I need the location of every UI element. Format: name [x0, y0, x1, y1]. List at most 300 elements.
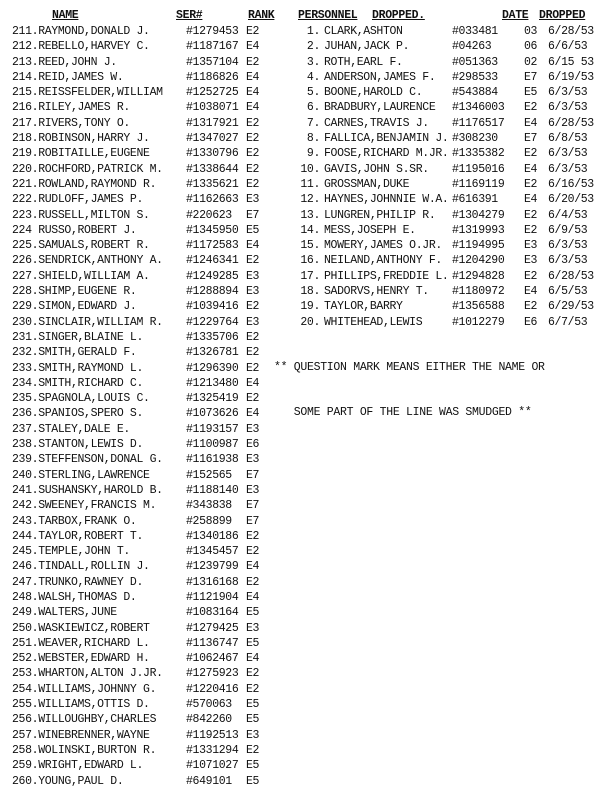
dropped-row	[294, 162, 598, 177]
roster-name: 231.SINGER,BLAINE L.	[12, 330, 144, 344]
roster-name: 242.SWEENEY,FRANCIS M.	[12, 499, 157, 513]
roster-row	[12, 376, 266, 391]
header-dropped: DROPPED.	[372, 9, 425, 22]
roster-rank: E3	[246, 315, 260, 329]
roster-name: 232.SMITH,GERALD F.	[12, 346, 137, 360]
dropped-serial: #1356588	[452, 300, 505, 314]
dropped-serial: #1195016	[452, 162, 505, 176]
roster-serial: #1193157	[186, 422, 239, 436]
dropped-date: 6/28/53	[548, 25, 594, 38]
roster-rank: E3	[246, 285, 260, 299]
roster-rank: E4	[246, 652, 260, 666]
dropped-rank: E6	[524, 315, 538, 329]
roster-rank: E2	[246, 575, 260, 589]
roster-rank: E3	[246, 422, 260, 436]
dropped-number: 6.	[306, 101, 320, 115]
roster-row	[12, 116, 266, 131]
dropped-serial: #298533	[452, 70, 498, 84]
dropped-name: FOOSE,RICHARD M.JR.	[324, 147, 449, 161]
roster-rank: E4	[246, 560, 260, 574]
roster-name: 253.WHARTON,ALTON J.JR.	[12, 667, 163, 681]
roster-name: 220.ROCHFORD,PATRICK M.	[12, 162, 163, 176]
roster-name: 258.WOLINSKI,BURTON R.	[12, 743, 157, 757]
roster-rank: E2	[246, 682, 260, 696]
dropped-row	[294, 284, 598, 299]
roster-name: 246.TINDALL,ROLLIN J.	[12, 560, 150, 574]
header-personnel: PERSONNEL	[298, 9, 358, 22]
roster-rank: E5	[246, 759, 260, 773]
dropped-row	[294, 177, 598, 192]
roster-row	[12, 468, 266, 483]
dropped-rank: E2	[524, 177, 538, 191]
dropped-number: 12.	[300, 193, 320, 207]
roster-serial: #1335621	[186, 177, 239, 191]
roster-row	[12, 391, 266, 406]
roster-name: 211.RAYMOND,DONALD J.	[12, 25, 150, 38]
dropped-date: 6/4/53	[548, 208, 588, 222]
dropped-serial: #033481	[452, 25, 498, 38]
dropped-row	[294, 238, 598, 253]
dropped-date: 6/28/53	[548, 269, 594, 283]
roster-name: 233.SMITH,RAYMOND L.	[12, 361, 144, 375]
roster-serial: #1121904	[186, 590, 239, 604]
roster-serial: #1338644	[186, 162, 239, 176]
roster-name: 257.WINEBRENNER,WAYNE	[12, 728, 150, 742]
dropped-date: 6/28/53	[548, 116, 594, 130]
dropped-row	[294, 24, 598, 39]
roster-name: 221.ROWLAND,RAYMOND R.	[12, 177, 157, 191]
roster-serial: #1213480	[186, 376, 239, 390]
dropped-serial: #1180972	[452, 285, 505, 299]
roster-serial: #1316168	[186, 575, 239, 589]
dropped-date: 6/16/53	[548, 177, 594, 191]
dropped-name: NEILAND,ANTHONY F.	[324, 254, 442, 268]
roster-serial: #570063	[186, 698, 232, 712]
dropped-rank: E4	[524, 116, 538, 130]
dropped-name: BRADBURY,LAURENCE	[324, 101, 436, 115]
roster-serial: #1249285	[186, 269, 239, 283]
dropped-date: 6/7/53	[548, 315, 588, 329]
roster-rank: E2	[246, 667, 260, 681]
header-dropped-2: DROPPED	[539, 9, 586, 22]
dropped-date: 6/20/53	[548, 193, 594, 207]
roster-row	[12, 437, 266, 452]
dropped-serial: #04263	[452, 40, 492, 54]
dropped-rank: E4	[524, 193, 538, 207]
dropped-row	[294, 85, 598, 100]
roster-row	[12, 70, 266, 85]
dropped-rank: 02	[524, 55, 538, 69]
roster-name: 252.WEBSTER,EDWARD H.	[12, 652, 150, 666]
roster-serial: #1220416	[186, 682, 239, 696]
roster-row	[12, 666, 266, 681]
roster-serial: #1073626	[186, 407, 239, 421]
roster-row	[12, 85, 266, 100]
roster-row	[12, 743, 266, 758]
roster-name: 216.RILEY,JAMES R.	[12, 101, 130, 115]
roster-row	[12, 269, 266, 284]
dropped-name: JUHAN,JACK P.	[324, 40, 410, 54]
roster-row	[12, 651, 266, 666]
roster-row	[12, 253, 266, 268]
roster-row	[12, 345, 266, 360]
roster-row	[12, 208, 266, 223]
roster-rank: E5	[246, 713, 260, 727]
roster-row	[12, 498, 266, 513]
roster-serial: #842260	[186, 713, 232, 727]
dropped-number: 9.	[306, 147, 320, 161]
dropped-name: MOWERY,JAMES O.JR.	[324, 239, 442, 253]
dropped-rank: E5	[524, 86, 538, 100]
roster-serial: #1326781	[186, 346, 239, 360]
roster-rank: E5	[246, 223, 260, 237]
dropped-serial: #1319993	[452, 223, 505, 237]
roster-name: 240.STERLING,LAWRENCE	[12, 468, 150, 482]
roster-serial: #1275923	[186, 667, 239, 681]
roster-serial: #1039416	[186, 300, 239, 314]
dropped-serial: #1304279	[452, 208, 505, 222]
roster-rank: E3	[246, 728, 260, 742]
roster-rank: E2	[246, 254, 260, 268]
dropped-serial: #1346003	[452, 101, 505, 115]
roster-serial: #1062467	[186, 652, 239, 666]
dropped-date: 6/8/53	[548, 132, 588, 146]
dropped-name: CARNES,TRAVIS J.	[324, 116, 429, 130]
roster-rank: E6	[246, 438, 260, 452]
roster-name: 248.WALSH,THOMAS D.	[12, 590, 137, 604]
roster-row	[12, 682, 266, 697]
roster-serial: #1331294	[186, 743, 239, 757]
dropped-row	[294, 70, 598, 85]
dropped-name: LUNGREN,PHILIP R.	[324, 208, 436, 222]
roster-row	[12, 697, 266, 712]
dropped-rank: E2	[524, 208, 538, 222]
roster-row	[12, 192, 266, 207]
roster-name: 228.SHIMP,EUGENE R.	[12, 285, 137, 299]
roster-rank: E2	[246, 147, 260, 161]
dropped-date: 6/3/53	[548, 162, 588, 176]
roster-rank: E5	[246, 606, 260, 620]
roster-serial: #343838	[186, 499, 232, 513]
smudge-note	[274, 329, 545, 451]
dropped-row	[294, 299, 598, 314]
dropped-date: 6/15 53	[548, 55, 594, 69]
roster-name: 255.WILLIAMS,OTTIS D.	[12, 698, 150, 712]
roster-rank: E2	[246, 162, 260, 176]
dropped-name: WHITEHEAD,LEWIS	[324, 315, 423, 329]
dropped-serial: #1012279	[452, 315, 505, 329]
dropped-row	[294, 55, 598, 70]
roster-row	[12, 621, 266, 636]
roster-rank: E3	[246, 193, 260, 207]
dropped-rank: E2	[524, 300, 538, 314]
dropped-serial: #616391	[452, 193, 498, 207]
roster-rank: E2	[246, 116, 260, 130]
roster-serial: #1345950	[186, 223, 239, 237]
roster-row	[12, 315, 266, 330]
dropped-date: 6/3/53	[548, 239, 588, 253]
roster-row	[12, 636, 266, 651]
roster-name: 245.TEMPLE,JOHN T.	[12, 545, 130, 559]
roster-row	[12, 774, 266, 789]
roster-rank: E3	[246, 621, 260, 635]
roster-rank: E4	[246, 40, 260, 54]
dropped-number: 17.	[300, 269, 320, 283]
roster-row	[12, 712, 266, 727]
dropped-row	[294, 131, 598, 146]
roster-rank: E2	[246, 545, 260, 559]
roster-row	[12, 24, 266, 39]
roster-row	[12, 406, 266, 421]
roster-rank: E4	[246, 86, 260, 100]
roster-name: 213.REED,JOHN J.	[12, 55, 117, 69]
dropped-number: 19.	[300, 300, 320, 314]
roster-rank: E2	[246, 743, 260, 757]
roster-serial: #220623	[186, 208, 232, 222]
dropped-date: 6/9/53	[548, 223, 588, 237]
dropped-name: BOONE,HAROLD C.	[324, 86, 423, 100]
dropped-date: 6/3/53	[548, 147, 588, 161]
roster-serial: #1162663	[186, 193, 239, 207]
dropped-row	[294, 146, 598, 161]
roster-serial: #1357104	[186, 55, 239, 69]
roster-rank: E4	[246, 101, 260, 115]
roster-serial: #1188140	[186, 483, 239, 497]
dropped-number: 5.	[306, 86, 320, 100]
dropped-date: 6/6/53	[548, 40, 588, 54]
roster-rank: E5	[246, 636, 260, 650]
roster-rank: E7	[246, 499, 260, 513]
roster-rank: E2	[246, 529, 260, 543]
roster-row	[12, 483, 266, 498]
roster-name: 229.SIMON,EDWARD J.	[12, 300, 137, 314]
roster-row	[12, 284, 266, 299]
roster-name: 247.TRUNKO,RAWNEY D.	[12, 575, 144, 589]
roster-row	[12, 162, 266, 177]
dropped-name: MESS,JOSEPH E.	[324, 223, 416, 237]
roster-name: 226.SENDRICK,ANTHONY A.	[12, 254, 163, 268]
dropped-row	[294, 192, 598, 207]
roster-row	[12, 177, 266, 192]
roster-rank: E4	[246, 70, 260, 84]
roster-row	[12, 544, 266, 559]
dropped-number: 1.	[306, 25, 320, 38]
roster-row	[12, 55, 266, 70]
roster-row	[12, 39, 266, 54]
roster-serial: #1229764	[186, 315, 239, 329]
roster-serial: #1325419	[186, 392, 239, 406]
roster-rank: E2	[246, 132, 260, 146]
roster-name: 218.ROBINSON,HARRY J.	[12, 132, 150, 146]
roster-name: 217.RIVERS,TONY O.	[12, 116, 130, 130]
roster-serial: #1172583	[186, 239, 239, 253]
roster-rank: E4	[246, 376, 260, 390]
dropped-number: 16.	[300, 254, 320, 268]
dropped-date: 6/3/53	[548, 254, 588, 268]
roster-row	[12, 559, 266, 574]
header-ser: SER#	[176, 9, 203, 22]
smudge-note-line-2: SOME PART OF THE LINE WAS SMUDGED **	[274, 406, 532, 420]
smudge-note-line-1: ** QUESTION MARK MEANS EITHER THE NAME OR	[274, 360, 545, 374]
roster-name: 219.ROBITAILLE,EUGENE	[12, 147, 150, 161]
dropped-name: GAVIS,JOHN S.SR.	[324, 162, 429, 176]
roster-serial: #258899	[186, 514, 232, 528]
dropped-rank: E2	[524, 147, 538, 161]
roster-name: 224 RUSSO,ROBERT J.	[12, 223, 137, 237]
roster-rank: E2	[246, 25, 260, 38]
dropped-number: 13.	[300, 208, 320, 222]
roster-name: 222.RUDLOFF,JAMES P.	[12, 193, 144, 207]
dropped-row	[294, 116, 598, 131]
roster-row	[12, 529, 266, 544]
roster-name: 230.SINCLAIR,WILLIAM R.	[12, 315, 163, 329]
roster-name: 236.SPANIOS,SPERO S.	[12, 407, 144, 421]
dropped-rank: E3	[524, 254, 538, 268]
roster-row	[12, 728, 266, 743]
roster-name: 256.WILLOUGHBY,CHARLES	[12, 713, 157, 727]
roster-serial: #1340186	[186, 529, 239, 543]
roster-row	[12, 100, 266, 115]
roster-name: 251.WEAVER,RICHARD L.	[12, 636, 150, 650]
dropped-rank: 06	[524, 40, 538, 54]
dropped-number: 20.	[300, 315, 320, 329]
roster-rank: E3	[246, 269, 260, 283]
roster-row	[12, 330, 266, 345]
roster-row	[12, 361, 266, 376]
roster-name: 241.SUSHANSKY,HAROLD B.	[12, 483, 163, 497]
roster-name: 214.REID,JAMES W.	[12, 70, 124, 84]
dropped-personnel-list	[294, 24, 598, 330]
roster-name: 254.WILLIAMS,JOHNNY G.	[12, 682, 157, 696]
dropped-rank: 03	[524, 25, 538, 38]
roster-rank: E3	[246, 483, 260, 497]
dropped-serial: #308230	[452, 132, 498, 146]
roster-row	[12, 590, 266, 605]
roster-name: 260.YOUNG,PAUL D.	[12, 774, 124, 788]
dropped-row	[294, 253, 598, 268]
roster-serial: #1252725	[186, 86, 239, 100]
roster-name: 223.RUSSELL,MILTON S.	[12, 208, 150, 222]
roster-row	[12, 605, 266, 620]
roster-serial: #1186826	[186, 70, 239, 84]
roster-rank: E2	[246, 361, 260, 375]
dropped-serial: #1204290	[452, 254, 505, 268]
dropped-date: 6/19/53	[548, 70, 594, 84]
roster-serial: #1038071	[186, 101, 239, 115]
roster-serial: #1100987	[186, 438, 239, 452]
roster-rank: E4	[246, 590, 260, 604]
dropped-rank: E4	[524, 285, 538, 299]
roster-name: 249.WALTERS,JUNE	[12, 606, 117, 620]
roster-row	[12, 223, 266, 238]
dropped-name: CLARK,ASHTON	[324, 25, 403, 38]
roster-row	[12, 575, 266, 590]
dropped-name: ROTH,EARL F.	[324, 55, 403, 69]
roster-row	[12, 422, 266, 437]
roster-rank: E7	[246, 208, 260, 222]
roster-serial: #1345457	[186, 545, 239, 559]
roster-serial: #1317921	[186, 116, 239, 130]
dropped-number: 4.	[306, 70, 320, 84]
dropped-date: 6/5/53	[548, 285, 588, 299]
dropped-name: FALLICA,BENJAMIN J.	[324, 132, 449, 146]
roster-serial: #1161938	[186, 453, 239, 467]
dropped-serial: #051363	[452, 55, 498, 69]
dropped-name: TAYLOR,BARRY	[324, 300, 403, 314]
dropped-name: ANDERSON,JAMES F.	[324, 70, 436, 84]
dropped-rank: E2	[524, 269, 538, 283]
roster-list	[12, 24, 266, 789]
roster-serial: #1279453	[186, 25, 239, 38]
roster-name: 225.SAMUALS,ROBERT R.	[12, 239, 150, 253]
roster-rank: E4	[246, 407, 260, 421]
dropped-serial: #1169119	[452, 177, 505, 191]
dropped-row	[294, 100, 598, 115]
roster-row	[12, 758, 266, 773]
roster-rank: E2	[246, 392, 260, 406]
dropped-number: 8.	[306, 132, 320, 146]
dropped-row	[294, 223, 598, 238]
dropped-serial: #1294828	[452, 269, 505, 283]
roster-row	[12, 238, 266, 253]
roster-rank: E2	[246, 346, 260, 360]
roster-serial: #1246341	[186, 254, 239, 268]
roster-serial: #1296390	[186, 361, 239, 375]
roster-rank: E2	[246, 330, 260, 344]
roster-row	[12, 131, 266, 146]
dropped-rank: E2	[524, 101, 538, 115]
dropped-number: 7.	[306, 116, 320, 130]
roster-name: 234.SMITH,RICHARD C.	[12, 376, 144, 390]
roster-row	[12, 299, 266, 314]
roster-serial: #649101	[186, 774, 232, 788]
dropped-row	[294, 315, 598, 330]
dropped-number: 3.	[306, 55, 320, 69]
dropped-number: 14.	[300, 223, 320, 237]
dropped-date: 6/29/53	[548, 300, 594, 314]
dropped-name: SADORVS,HENRY T.	[324, 285, 429, 299]
roster-serial: #1187167	[186, 40, 239, 54]
dropped-name: GROSSMAN,DUKE	[324, 177, 410, 191]
dropped-row	[294, 208, 598, 223]
dropped-rank: E7	[524, 132, 538, 146]
dropped-name: HAYNES,JOHNNIE W.A.	[324, 193, 449, 207]
roster-name: 215.REISSFELDER,WILLIAM	[12, 86, 163, 100]
header-name: NAME	[52, 9, 79, 22]
roster-name: 238.STANTON,LEWIS D.	[12, 438, 144, 452]
dropped-rank: E2	[524, 223, 538, 237]
roster-serial: #1071027	[186, 759, 239, 773]
roster-row	[12, 514, 266, 529]
roster-rank: E7	[246, 468, 260, 482]
roster-serial: #1136747	[186, 636, 239, 650]
dropped-number: 10.	[300, 162, 320, 176]
dropped-serial: #1176517	[452, 116, 505, 130]
roster-name: 235.SPAGNOLA,LOUIS C.	[12, 392, 150, 406]
roster-rank: E7	[246, 514, 260, 528]
dropped-rank: E3	[524, 239, 538, 253]
dropped-date: 6/3/53	[548, 101, 588, 115]
roster-row	[12, 452, 266, 467]
dropped-serial: #1194995	[452, 239, 505, 253]
roster-rank: E2	[246, 300, 260, 314]
dropped-rank: E4	[524, 162, 538, 176]
roster-serial: #1347027	[186, 132, 239, 146]
roster-name: 250.WASKIEWICZ,ROBERT	[12, 621, 150, 635]
roster-rank: E5	[246, 774, 260, 788]
roster-serial: #152565	[186, 468, 232, 482]
roster-rank: E3	[246, 453, 260, 467]
